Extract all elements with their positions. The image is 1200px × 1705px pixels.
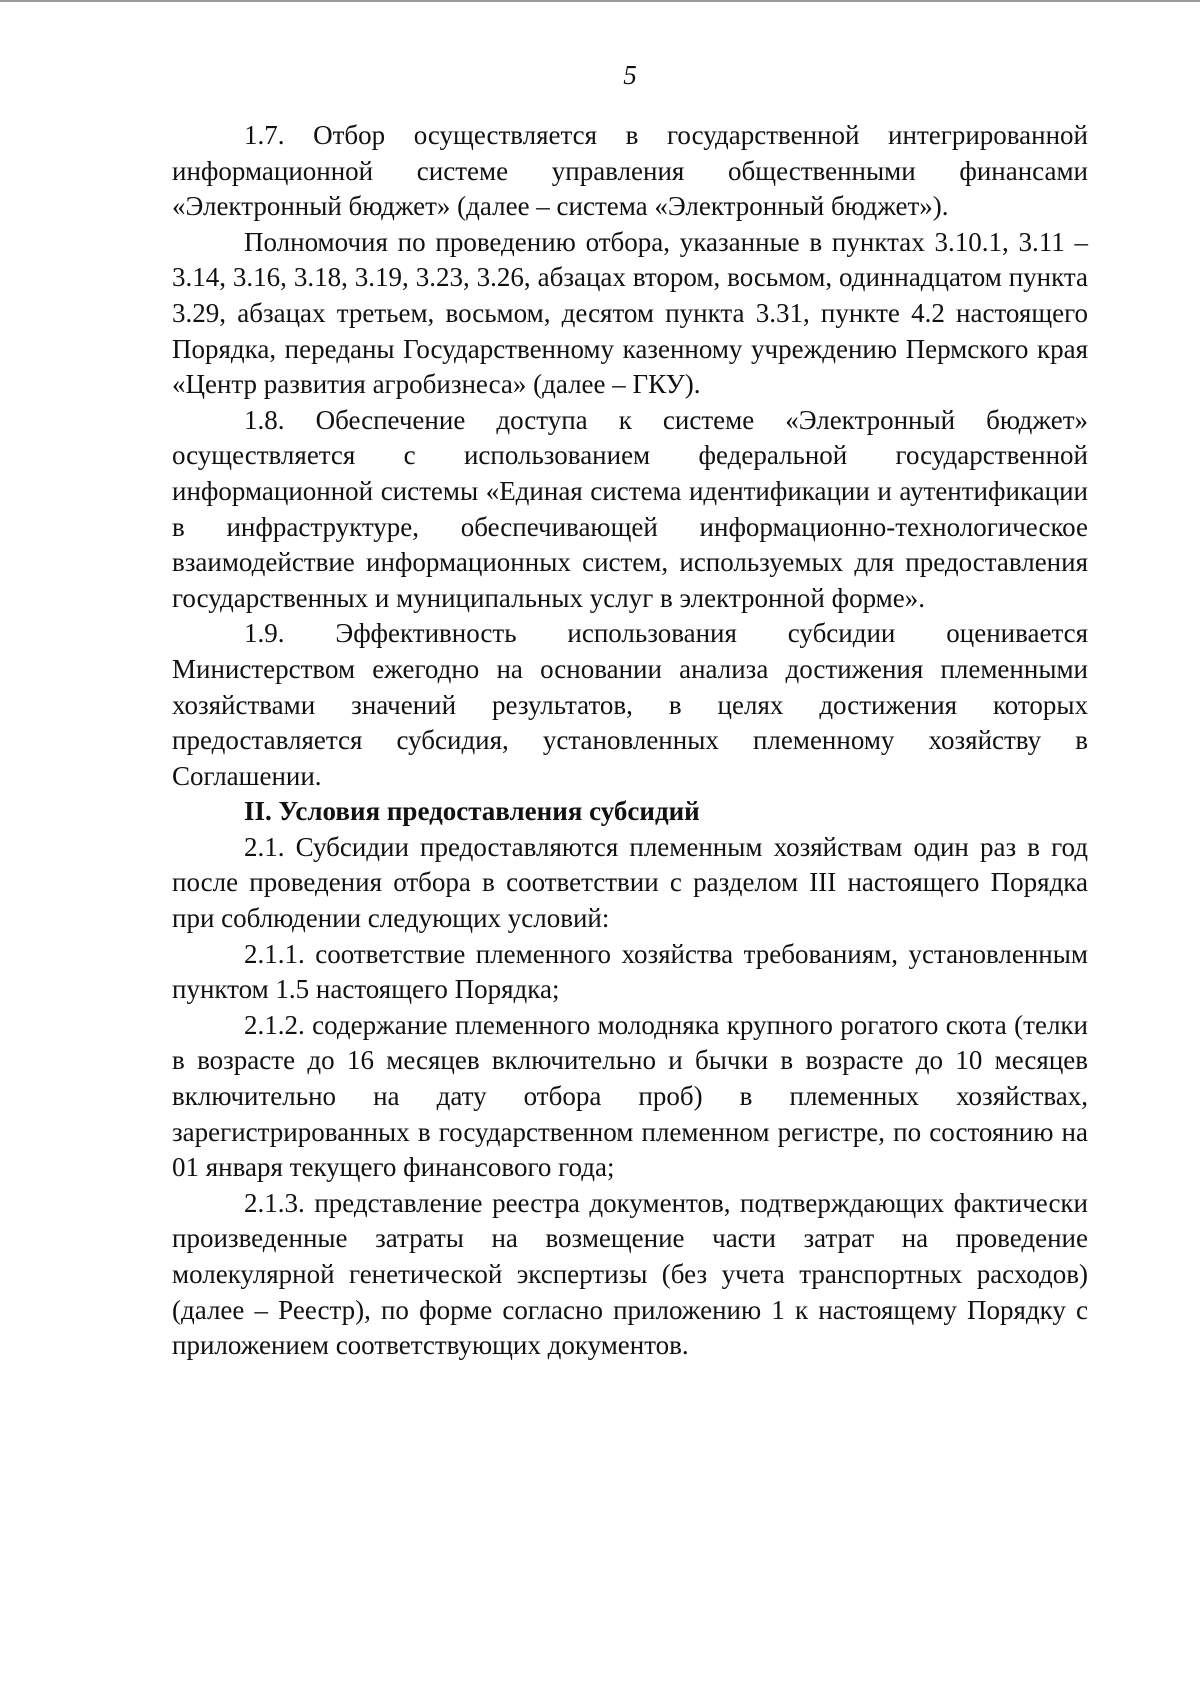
page-number: 5 [623,60,637,90]
paragraph-2-1-1: 2.1.1. соответствие племенного хозяйства требованиям, установленным пунктом 1.5 настоящего Порядка; [172,938,1088,1005]
paragraph-2-1-2: 2.1.2. содержание племенного молодняка крупного рогатого скота (телки в возрасте до 16 месяцев включительно и бычки в возрасте до 10 месяцев включительно на дату отбора проб) в племенных хозяйствах, зарегистрированных в государственном племенном регистре, по состоянию на 01 января текущего финансового года; [172,1009,1088,1183]
paragraph-1-9: 1.9. Эффективность использования субсидии оценивается Министерством ежегодно на основании анализа достижения племенными хозяйствами значений результатов, в целях достижения которых предоставляется субсидия, установленных племенному хозяйству в Соглашении. [172,618,1088,791]
paragraph-2-1-3: 2.1.3. представление реестра документов, подтверждающих фактически произведенные затраты на возмещение части затрат на проведение молекулярной генетической экспертизы (без учета транспортных расходов) (далее – Реестр), по форме согласно приложению 1 к настоящему Порядку с приложением соответствующих документов. [172,1187,1088,1361]
paragraph-2-1: 2.1. Субсидии предоставляются племенным хозяйствам один раз в год после проведения отбора в соответствии с разделом III настоящего Порядка при соблюдении следующих условий: [172,831,1088,934]
top-border-line [0,0,1200,2]
paragraph-powers: Полномочия по проведению отбора, указанные в пунктах 3.10.1, 3.11 – 3.14, 3.16, 3.18, 3.19, 3.23, 3.26, абзацах втором, восьмом, одиннадцатом пункта 3.29, абзацах третьем, восьмом, десятом пункта 3.31, пункте 4.2 настоящего Порядка, переданы Государственному казенному учреждению Пермского края «Центр развития агробизнеса» (далее – ГКУ). [172,226,1088,400]
paragraph-1-7: 1.7. Отбор осуществляется в государственной интегрированной информационной системе управления общественными финансами «Электронный бюджет» (далее – система «Электронный бюджет»). [172,120,1088,222]
section-heading: II. Условия предоставления субсидий [244,796,700,827]
document-body [172,118,1088,1364]
paragraph-1-8: 1.8. Обеспечение доступа к системе «Электронный бюджет» осуществляется с использованием федеральной государственной информационной системы «Единая система идентификации и аутентификации в инфраструктуре, обеспечивающей информационно-технологическое взаимодействие информационных систем, используемых для предоставления государственных и муниципальных услуг в электронной форме». [172,404,1088,613]
